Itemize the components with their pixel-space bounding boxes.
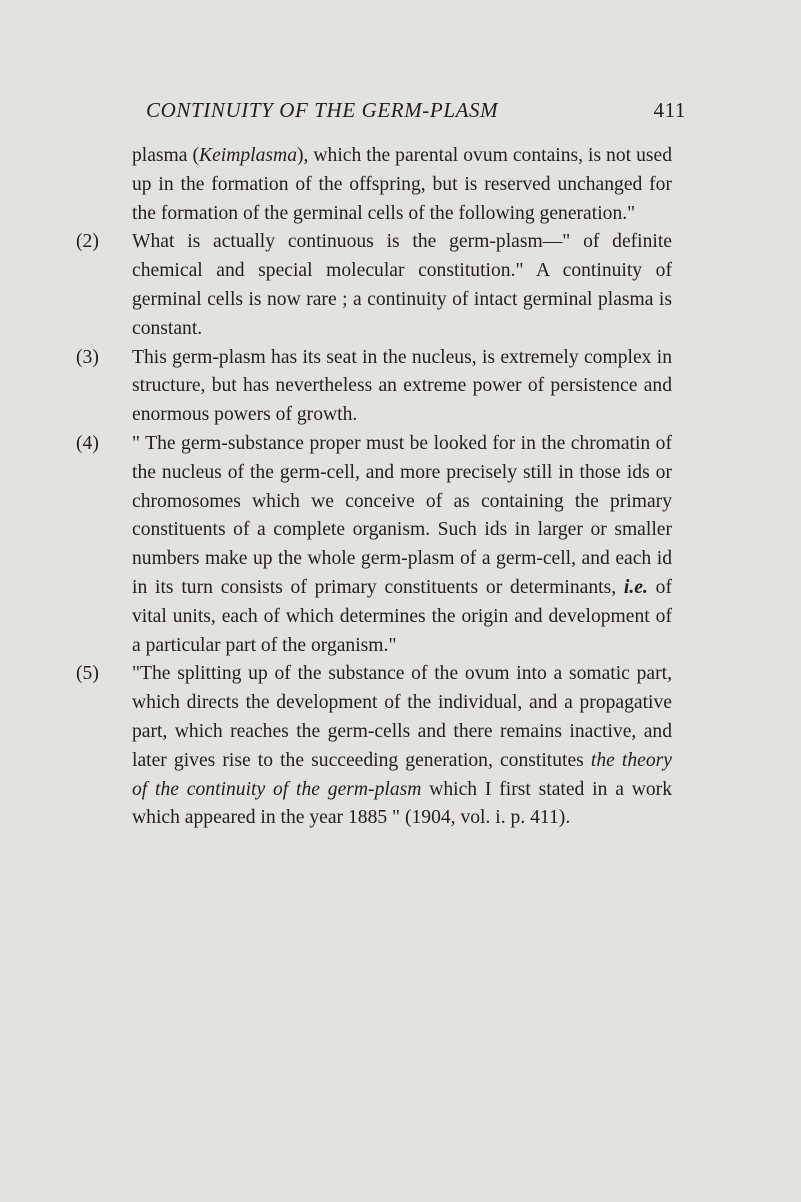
numbered-item-4 <box>76 430 672 660</box>
item-text-before: " The germ-substance proper must be looked for in the chromatin of the nucleus of the germ-cell, and more precisely still in those ids or chromosomes which we conceive of as containing the primary constituents of a complete organism. Such ids in larger or smaller numbers make up the whole germ-plasm of a germ-cell, and each id in its turn consists of primary constituents or determinants, <box>132 432 672 598</box>
item-text-before: "The splitting up of the substance of the ovum into a somatic part, which directs the development of the individual, and a propagative part, which reaches the germ-cells and there remains inactive, and later gives rise to the succeeding generation, constitutes <box>132 663 672 771</box>
body-text <box>76 142 673 833</box>
running-title: CONTINUITY OF THE GERM-PLASM <box>146 98 499 122</box>
item-text-after: which I first stated in a work which appeared in the year 1885 " (1904, vol. i. p. 411). <box>132 778 673 829</box>
intro-paragraph <box>132 142 672 228</box>
intro-italic-term: Keimplasma <box>199 145 297 166</box>
intro-text-after: ), which the parental ovum contains, is not used up in the formation of the offspring, but is reserved unchanged for the formation of the germinal cells of the following generation." <box>132 145 672 224</box>
page-number: 411 <box>653 98 686 122</box>
item-text-after: of vital units, each of which determines the origin and development of a particular part of the organism." <box>132 576 672 656</box>
numbered-item-2 <box>76 228 672 343</box>
item-number: (4) <box>76 432 99 454</box>
running-head <box>146 98 686 132</box>
intro-text-before: plasma ( <box>132 145 200 166</box>
numbered-item-3 <box>76 344 672 430</box>
item-italic-theory: the theory of the continuity of the germ-plasm <box>132 749 672 800</box>
item-number: (2) <box>76 231 99 253</box>
item-text: This germ-plasm has its seat in the nucleus, is extremely complex in structure, but has nevertheless an extreme power of persistence and enormous powers of growth. <box>132 346 672 426</box>
item-number: (3) <box>76 346 99 368</box>
item-text: What is actually continuous is the germ-plasm—" of definite chemical and special molecular constitution." A continuity of germinal cells is now rare ; a continuity of intact germinal plasma is constant. <box>132 231 672 339</box>
item-number: (5) <box>76 663 99 685</box>
item-italic-abbrev: i.e. <box>623 576 648 598</box>
numbered-item-5 <box>76 660 673 833</box>
